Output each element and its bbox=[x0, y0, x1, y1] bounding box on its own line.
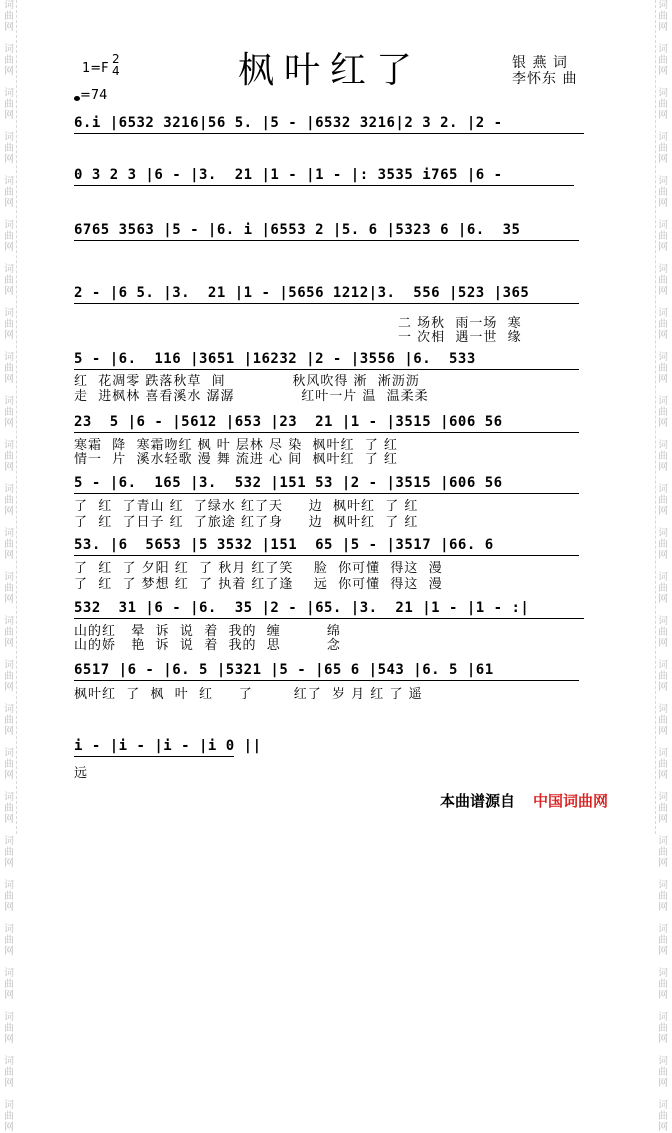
lyric-line: 寒霜 降 寒霜吻红 枫 叶 层林 尽 染 枫叶红 了 红 bbox=[74, 438, 398, 453]
notation-line: 53. |6 5653 |5 3532 |151 65 |5 - |3517 |66. 6 bbox=[74, 537, 494, 553]
notation-line: 0 3 2 3 |6 - |3. 21 |1 - |1 - |: 3535 i765 |6 - bbox=[74, 167, 503, 183]
beam-underline bbox=[74, 756, 234, 759]
beam-underline bbox=[74, 133, 584, 136]
key-signature: 1=F bbox=[82, 61, 109, 76]
lyricist-credit: 银 燕 词 bbox=[512, 55, 568, 71]
lyric-line: 红 花凋零 跌落秋草 间 秋风吹得 淅 淅沥沥 bbox=[74, 374, 420, 389]
lyric-line: 了 红 了青山 红 了绿水 红了天 边 枫叶红 了 红 bbox=[74, 499, 419, 514]
lyric-line: 山的娇 艳 诉 说 着 我的 思 念 bbox=[74, 638, 341, 653]
composer-credit: 李怀东 曲 bbox=[512, 71, 578, 87]
lyric-line: 了 红 了 夕阳 红 了 秋月 红了笑 脸 你可懂 得这 漫 bbox=[74, 561, 443, 576]
lyric-line: 山的红 晕 诉 说 着 我的 缠 绵 bbox=[74, 624, 341, 639]
beam-underline bbox=[74, 185, 574, 188]
right-watermark-strip: 词 曲 网 词 曲 网 词 曲 网 词 曲 网 词 曲 网 词 曲 网 词 曲 网 词 曲 网 词 曲 网 词 曲 网 词 曲 网 词 曲 网 词 曲 网 词 曲 网 词 曲 网 词 曲 网 词 曲 网 词 曲 网 词 曲 网 词 曲 网 词 曲 网 词 曲 网 词 曲 网 词 曲 网 词 曲 网 词 曲 网 bbox=[655, 0, 670, 834]
lyric-line: 枫叶红 了 枫 叶 红 了 红了 岁 月 红 了 遥 bbox=[74, 687, 423, 702]
notation-line: 23 5 |6 - |5612 |653 |23 21 |1 - |3515 |606 56 bbox=[74, 414, 503, 430]
footer-source-label: 本曲谱源自 bbox=[440, 792, 516, 810]
notation-line: 2 - |6 5. |3. 21 |1 - |5656 1212|3. 556 |523 |365 bbox=[74, 285, 530, 301]
score-title: 枫叶红了 bbox=[238, 50, 423, 91]
left-watermark-strip: 词 曲 网 词 曲 网 词 曲 网 词 曲 网 词 曲 网 词 曲 网 词 曲 网 词 曲 网 词 曲 网 词 曲 网 词 曲 网 词 曲 网 词 曲 网 词 曲 网 词 曲 网 词 曲 网 词 曲 网 词 曲 网 词 曲 网 词 曲 网 词 曲 网 词 曲 网 词 曲 网 词 曲 网 词 曲 网 词 曲 网 bbox=[2, 0, 17, 834]
tempo-marking: =74 bbox=[74, 88, 107, 103]
beam-underline bbox=[74, 240, 579, 243]
lyric-line: 情一 片 溪水轻歌 漫 舞 流进 心 间 枫叶红 了 红 bbox=[74, 452, 398, 467]
lyric-line: 一 次相 遇一世 缘 bbox=[398, 330, 522, 345]
notation-line: i - |i - |i - |i 0 || bbox=[74, 738, 262, 754]
lyric-line: 了 红 了日子 红 了旅途 红了身 边 枫叶红 了 红 bbox=[74, 515, 419, 530]
brand-link[interactable]: 中国词曲网 bbox=[533, 792, 609, 810]
notation-line: 5 - |6. 116 |3651 |16232 |2 - |3556 |6. 533 bbox=[74, 351, 476, 367]
lyric-line: 走 进枫林 喜看溪水 潺潺 红叶一片 温 温柔柔 bbox=[74, 389, 429, 404]
notation-line: 532 31 |6 - |6. 35 |2 - |65. |3. 21 |1 - |1 - :| bbox=[74, 600, 530, 616]
time-signature: 2 4 bbox=[112, 52, 120, 78]
lyric-line: 了 红 了 梦想 红 了 执着 红了逢 远 你可懂 得这 漫 bbox=[74, 577, 443, 592]
lyric-line: 二 场秋 雨一场 寒 bbox=[398, 316, 522, 331]
notation-line: 6.i |6532 3216|56 5. |5 - |6532 3216|2 3 2. |2 - bbox=[74, 115, 503, 131]
beam-underline bbox=[74, 303, 579, 306]
footer-credit bbox=[440, 790, 608, 811]
lyric-line: 远 bbox=[74, 766, 89, 781]
notation-line: 5 - |6. 165 |3. 532 |151 53 |2 - |3515 |606 56 bbox=[74, 475, 503, 491]
notation-line: 6765 3563 |5 - |6. i |6553 2 |5. 6 |5323 6 |6. 35 bbox=[74, 222, 521, 238]
notation-line: 6517 |6 - |6. 5 |5321 |5 - |65 6 |543 |6. 5 |61 bbox=[74, 662, 494, 678]
